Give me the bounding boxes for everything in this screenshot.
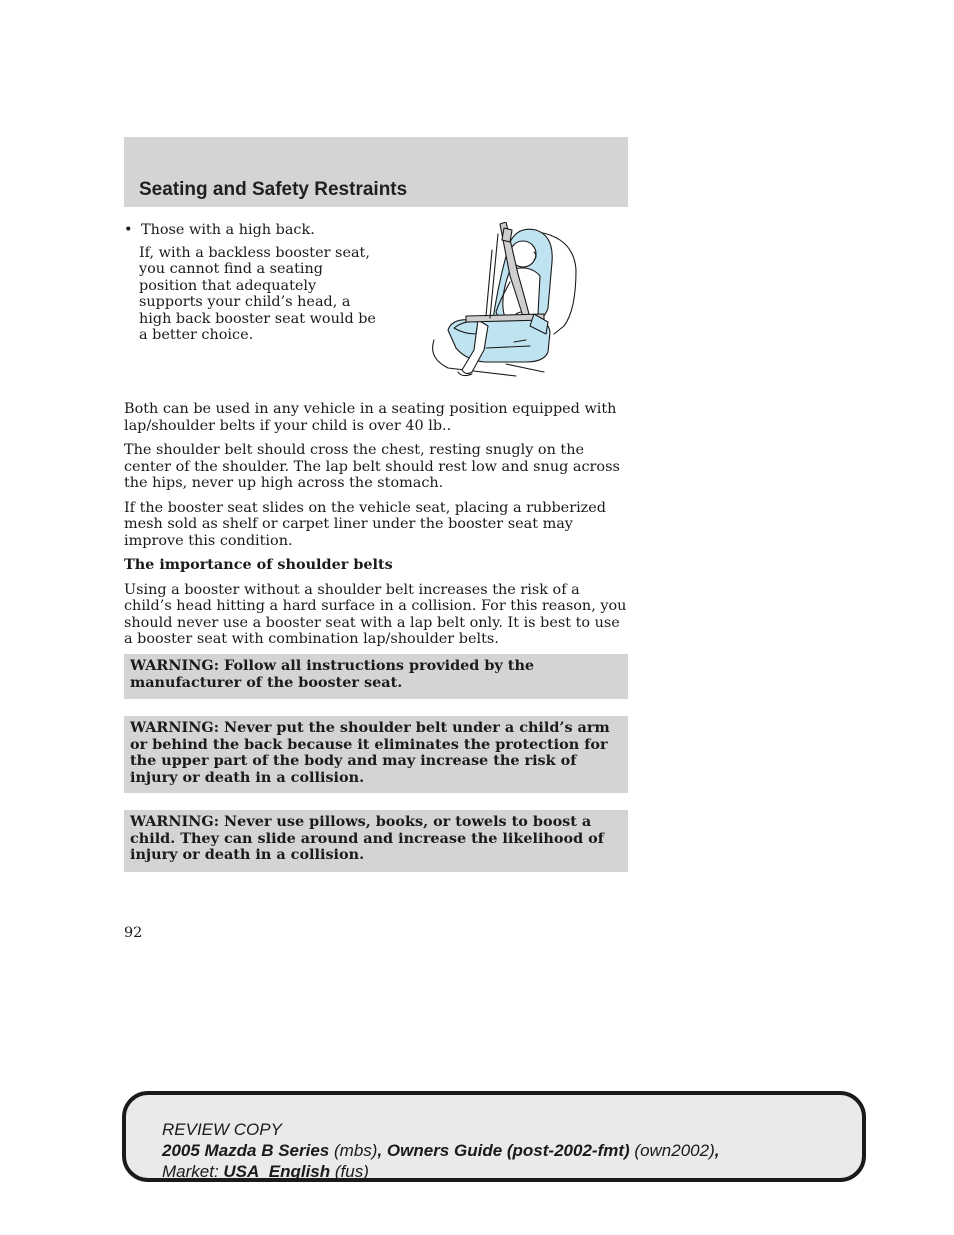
section-header — [124, 137, 628, 207]
bullet-text: Those with a high back. — [141, 222, 315, 238]
separator: , — [377, 1141, 387, 1160]
warning-box: WARNING: Never put the shoulder belt under a child’s arm or behind the back because it eliminates the protection for the upper part of the body and may increase the risk of injury or death in a collision. — [124, 716, 628, 793]
separator: , — [714, 1141, 720, 1160]
guide-name: Owners Guide (post-2002-fmt) — [386, 1141, 630, 1160]
main-content — [124, 401, 628, 656]
footer-text — [162, 1119, 719, 1182]
bullet-list — [124, 222, 384, 344]
bullet-item — [124, 222, 384, 239]
model-code: (mbs) — [334, 1141, 378, 1160]
booster-seat-illustration — [426, 222, 582, 382]
paragraph: Both can be used in any vehicle in a seating position equipped with lap/shoulder belts if your child is over 40 lb.. — [124, 401, 617, 434]
paragraph: Using a booster without a shoulder belt increases the risk of a child’s head hitting a hard surface in a collision. For this reason, you should never use a booster seat with a lap belt only. It is best to use a booster seat with combination lap/shoulder belts. — [124, 581, 627, 647]
review-footer — [122, 1091, 866, 1182]
bullet-subtext: If, with a backless booster seat, you cannot find a seating position that adequately supports your child’s head, a high back booster seat would be a better choice. — [139, 244, 376, 343]
review-copy-label: REVIEW COPY — [162, 1120, 282, 1139]
market-label: Market: — [162, 1162, 224, 1181]
guide-code: (own2002) — [634, 1141, 715, 1160]
bullet-dot: • — [124, 222, 133, 238]
page-number: 92 — [124, 925, 143, 941]
subheading: The importance of shoulder belts — [124, 556, 393, 573]
warning-box: WARNING: Never use pillows, books, or towels to boost a child. They can slide around and increase the likelihood of injury or death in a collision. — [124, 810, 628, 872]
model-name: 2005 Mazda B Series — [162, 1141, 330, 1160]
market-code: (fus) — [334, 1162, 369, 1181]
seat-floor-line — [506, 364, 544, 372]
warning-box: WARNING: Follow all instructions provided by the manufacturer of the booster seat. — [124, 654, 628, 699]
footer-line-product — [162, 1140, 719, 1161]
market-name: USA_English — [223, 1162, 331, 1181]
section-title: Seating and Safety Restraints — [139, 179, 408, 200]
paragraph: The shoulder belt should cross the chest, resting snugly on the center of the shoulder. The lap belt should rest low and snug across the hips, never up high across the stomach. — [124, 442, 620, 491]
footer-line-market — [162, 1161, 719, 1182]
belt-guide — [502, 228, 512, 242]
paragraph: If the booster seat slides on the vehicle seat, placing a rubberized mesh sold as shelf or carpet liner under the booster seat may improve this condition. — [124, 499, 606, 549]
